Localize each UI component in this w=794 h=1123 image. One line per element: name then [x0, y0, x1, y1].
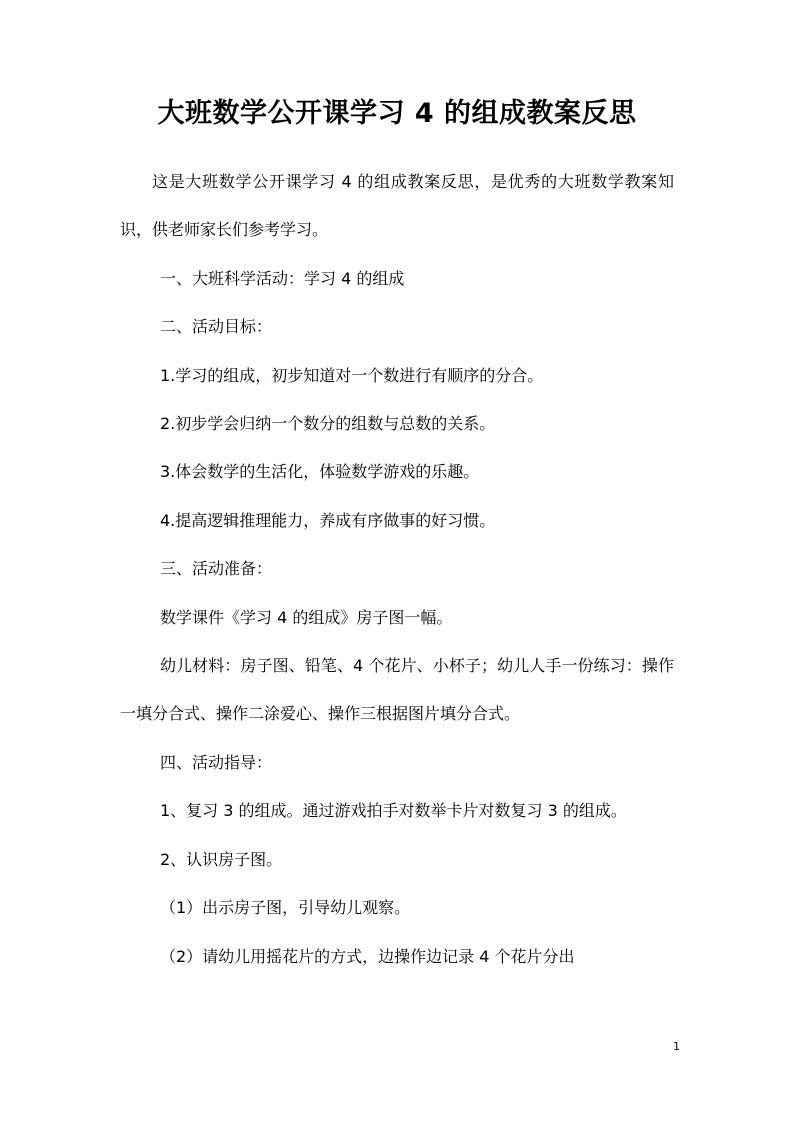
paragraph-intro: 这是大班数学公开课学习 4 的组成教案反思，是优秀的大班数学教案知识，供老师家长们参考学习。 — [120, 172, 674, 240]
document-body — [120, 158, 674, 981]
preparation-materials: 幼儿材料：房子图、铅笔、4 个花片、小杯子；幼儿人手一份练习：操作一填分合式、操作二涂爱心、操作三根据图片填分合式。 — [120, 656, 674, 724]
goal-item-4: 4.提高逻辑推理能力，养成有序做事的好习惯。 — [160, 510, 496, 530]
section-heading-activity: 一、大班科学活动：学习 4 的组成 — [160, 268, 405, 288]
document-title: 大班数学公开课学习 4 的组成教案反思 — [157, 98, 637, 129]
guidance-substep-2: （2）请幼儿用摇花片的方式，边操作边记录 4 个花片分出 — [160, 946, 575, 966]
section-heading-preparation: 三、活动准备： — [160, 559, 273, 579]
guidance-substep-1: （1）出示房子图，引导幼儿观察。 — [160, 898, 411, 918]
guidance-step-2: 2、认识房子图。 — [160, 849, 283, 869]
section-heading-goals: 二、活动目标： — [160, 317, 273, 337]
goal-item-1: 1.学习的组成，初步知道对一个数进行有顺序的分合。 — [160, 365, 544, 385]
goal-item-2: 2.初步学会归纳一个数分的组数与总数的关系。 — [160, 414, 496, 434]
goal-item-3: 3.体会数学的生活化，体验数学游戏的乐趣。 — [160, 462, 480, 482]
page-number: 1 — [673, 1040, 680, 1053]
guidance-step-1: 1、复习 3 的组成。通过游戏拍手对数举卡片对数复习 3 的组成。 — [160, 801, 627, 821]
section-heading-guidance: 四、活动指导： — [160, 752, 273, 772]
preparation-courseware: 数学课件《学习 4 的组成》房子图一幅。 — [160, 607, 453, 627]
